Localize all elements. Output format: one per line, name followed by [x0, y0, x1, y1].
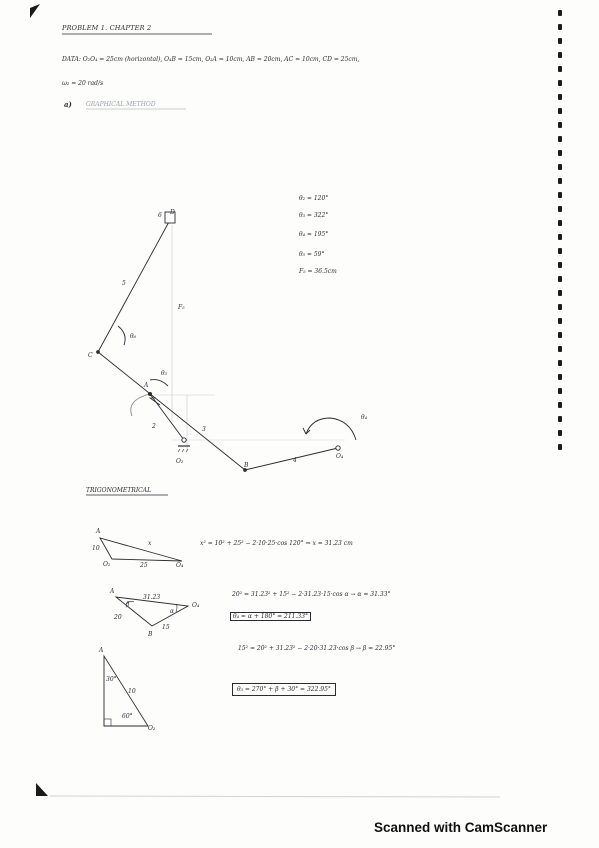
- tri3-side-10: 10: [128, 688, 136, 695]
- tri3-label-a: A: [99, 647, 104, 654]
- label-o4: O₄: [336, 453, 344, 460]
- trig-section-label: TRIGONOMETRICAL: [86, 487, 152, 494]
- equation-1: x² = 10² + 25² − 2·10·25·cos 120° ⇒ x = 31.23 cm: [200, 540, 353, 547]
- binder-edge: [558, 10, 562, 450]
- result-theta4: θ₄ = 195°: [299, 231, 329, 238]
- top-corner-mark: [30, 4, 40, 18]
- equation-3-boxed: θ₄ = α + 180° = 211.33°: [230, 612, 311, 621]
- tri1-side-10: 10: [92, 545, 100, 552]
- scanner-watermark: Scanned with CamScanner: [374, 820, 548, 835]
- tri3-label-o2: O₂: [148, 725, 156, 732]
- bottom-line: [50, 796, 500, 797]
- label-link-3: 3: [202, 426, 206, 433]
- pin-b: [244, 469, 247, 472]
- label-theta6: θ₆: [130, 333, 137, 340]
- label-b: B: [244, 462, 249, 469]
- theta3-arc: [150, 380, 168, 386]
- equation-5-boxed: θ₃ = 270° + β + 30° = 322.95°: [232, 683, 336, 696]
- tri2-side-20: 20: [114, 614, 122, 621]
- label-d: D: [170, 209, 175, 216]
- bottom-corner-mark: [36, 783, 48, 796]
- equation-4: 15² = 20² + 31.23² − 2·20·31.23·cos β → β = 22.95°: [238, 645, 396, 652]
- section-a-method: GRAPHICAL METHOD: [86, 101, 156, 108]
- tri2-side-15: 15: [162, 624, 170, 631]
- omega-arrow: [150, 398, 160, 405]
- label-c: C: [88, 352, 93, 359]
- tri2-side-3123: 31.23: [143, 594, 161, 601]
- label-link-2: 2: [152, 423, 156, 430]
- pin-c: [97, 351, 100, 354]
- tri2-beta: β: [126, 601, 130, 608]
- tri2-label-b: B: [148, 631, 153, 638]
- label-theta4: θ₄: [361, 414, 368, 421]
- result-f5: F₅ = 36.5cm: [299, 268, 337, 275]
- link-o4b: [245, 448, 338, 470]
- tri1-side-x: x: [148, 540, 152, 547]
- section-a-label: a): [64, 100, 72, 109]
- tri3-angle-60: 60°: [122, 713, 133, 720]
- tri2-alpha: α: [170, 608, 175, 615]
- pin-o4: [336, 446, 340, 450]
- link-cb: [98, 352, 245, 470]
- label-theta3: θ₃: [161, 370, 168, 377]
- result-theta5: θ₅ = 59°: [299, 251, 325, 258]
- tri1-side-25: 25: [140, 562, 148, 569]
- tri2-label-a: A: [110, 588, 115, 595]
- label-f5: F₅: [178, 304, 185, 311]
- tri1-label-o4: O₄: [176, 562, 184, 569]
- page-title: PROBLEM 1. CHAPTER 2: [62, 24, 152, 32]
- theta2-arc: [131, 394, 150, 416]
- given-data-line-1: DATA: O₂O₄ = 25cm (horizontal), O₄B = 15cm, O₂A = 10cm, AB = 20cm, AC = 10cm, CD = 25cm,: [62, 56, 360, 63]
- result-theta3: θ₃ = 322°: [299, 212, 329, 219]
- pin-o2: [182, 438, 186, 442]
- label-a: A: [144, 382, 149, 389]
- tri1-label-o2: O₂: [103, 561, 111, 568]
- theta6-arc: [118, 326, 125, 345]
- label-link-4: 4: [293, 457, 297, 464]
- label-link-5: 5: [122, 280, 126, 287]
- pin-a: [148, 392, 151, 395]
- given-data-line-2: ω₂ = 20 rad/s: [62, 80, 104, 87]
- equation-2: 20² = 31.23² + 15² − 2·31.23·15·cos α → α = 31.33°: [232, 591, 391, 598]
- label-o2: O₂: [176, 458, 184, 465]
- tri2-label-o4: O₄: [192, 602, 200, 609]
- label-link-6: 6: [158, 212, 162, 219]
- theta4-arc: [306, 418, 356, 440]
- tri1-label-a: A: [96, 528, 101, 535]
- triangle-1: [100, 538, 182, 561]
- tri3-angle-30: 30°: [106, 676, 117, 683]
- result-theta2: θ₂ = 120°: [299, 195, 329, 202]
